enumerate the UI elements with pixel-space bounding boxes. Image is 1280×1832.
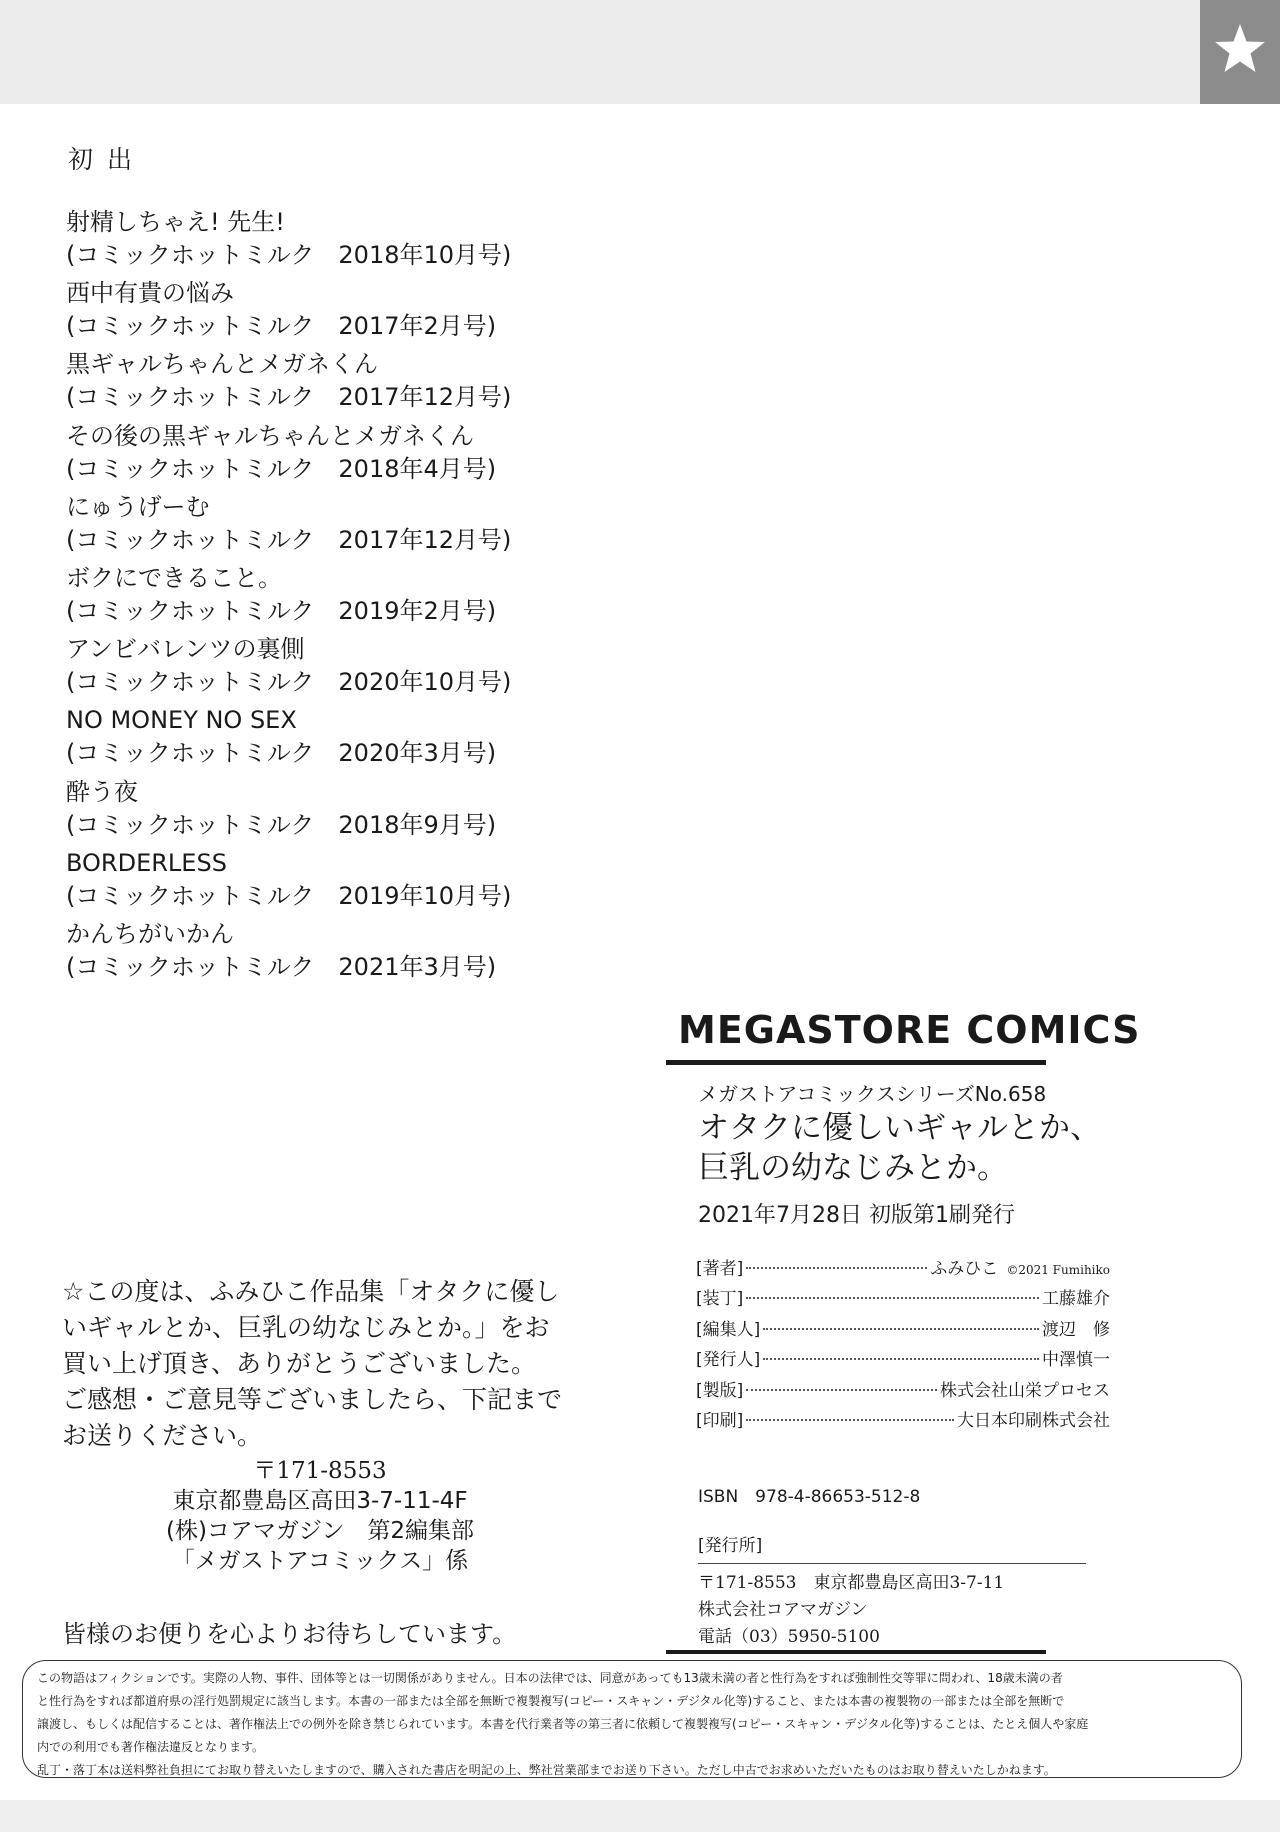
credit-title: 黒ギャルちゃんとメガネくん [66,350,378,379]
publisher-phone: 電話（03）5950-5100 [698,1627,880,1647]
credit-title: アンビバレンツの裏側 [66,635,305,664]
book-title-line: 巨乳の幼なじみとか。 [698,1150,1008,1186]
credit-title: かんちがいかん [66,919,234,948]
first-appearance-heading: 初出 [68,145,147,174]
credit-item [66,847,686,918]
credit-source: (コミックホットミルク 2018年4月号) [66,454,497,483]
credit-title: NO MONEY NO SEX [66,706,297,735]
credit-title: BORDERLESS [66,848,227,877]
credit-item [66,277,686,348]
credit-item [66,776,686,847]
colophon-bottom-rule [666,1650,1046,1654]
message-line: いギャルとか、巨乳の幼なじみとか。」をお [62,1313,550,1342]
credit-source: (コミックホットミルク 2018年10月号) [66,241,512,269]
staff-credits [696,1254,1110,1436]
message-line: 買い上げ頂き、ありがとうございました。 [62,1349,537,1378]
staff-label: [著者] [696,1259,744,1279]
mailing-address [130,1456,510,1576]
credit-item [66,704,686,775]
staff-label: [発行人] [696,1350,761,1371]
credit-item [66,633,686,704]
publisher-address: 〒171-8553 東京都豊島区高田3-7-11 [698,1573,1005,1593]
staff-label: [編集人] [696,1319,761,1340]
address-line: 〒171-8553 [253,1458,387,1484]
message-line: ご感想・ご意見等ございましたら、下記まで [62,1385,563,1414]
address-line: 東京都豊島区高田3-7-11-4F [172,1488,468,1514]
disclaimer-line: 乱丁・落丁本は送料弊社負担にてお取り替えいたしますので、購入された書店を明記の上、弊社営業部までお送り下さい。ただし中古でお求めいただいたものはお取り替えいたしかねます。 [37,1763,1056,1777]
staff-name: ふみひこ [930,1259,999,1279]
staff-label: [製版] [696,1380,744,1401]
staff-name: 大日本印刷株式会社 [957,1410,1110,1431]
dot-leader [746,1267,927,1269]
staff-row [696,1254,1110,1284]
release-date: 2021年7月28日 初版第1刷発行 [698,1203,1015,1228]
credit-source: (コミックホットミルク 2019年2月号) [66,596,497,625]
staff-name: 工藤雄介 [1042,1289,1110,1310]
credit-item [66,420,686,491]
staff-name: 渡辺 修 [1042,1319,1110,1340]
star-icon [1213,22,1267,76]
book-title-line: オタクに優しいギャルとか、 [698,1110,1101,1146]
credit-item [66,918,686,989]
credit-title: 射精しちゃえ! 先生! [66,208,285,236]
dot-leader [763,1328,1039,1330]
dot-leader [763,1358,1039,1360]
staff-label: [装丁] [696,1289,744,1310]
address-line: 「メガストアコミックス」係 [171,1548,469,1574]
series-number: メガストアコミックスシリーズNo.658 [698,1082,1047,1106]
dot-leader [746,1389,937,1391]
credits-list [66,206,686,989]
credit-title: ボクにできること。 [66,563,282,592]
credit-title: にゅうげーむ [66,492,210,521]
credit-item [66,491,686,562]
message-line: お送りください。 [62,1421,263,1450]
header-band [0,0,1280,104]
copyright-note: ©2021 Fumihiko [1006,1263,1110,1277]
publisher-label: [発行所] [698,1536,763,1556]
publisher-rule [698,1563,1086,1564]
brand-logo: MEGASTORE COMICS [678,1008,1141,1052]
credit-title: 西中有貴の悩み [66,279,234,308]
credit-source: (コミックホットミルク 2017年12月号) [66,383,512,412]
credit-source: (コミックホットミルク 2019年10月号) [66,881,512,910]
staff-label: [印刷] [696,1410,744,1431]
legal-disclaimer [22,1660,1242,1778]
disclaimer-line: 内での利用でも著作権法違反となります。 [37,1740,265,1754]
staff-name: 株式会社山栄プロセス [940,1380,1110,1401]
book-title [698,1108,1101,1188]
staff-name: 中澤慎一 [1042,1350,1110,1371]
credit-title: その後の黒ギャルちゃんとメガネくん [66,421,474,450]
staff-row [696,1406,1110,1436]
credit-source: (コミックホットミルク 2018年9月号) [66,810,497,839]
credit-item [66,562,686,633]
credit-source: (コミックホットミルク 2020年3月号) [66,739,497,768]
credit-item [66,206,686,277]
disclaimer-line: 譲渡し、もしくは配信することは、著作権法上での例外を除き禁じられています。本書を代行業者等の第三者に依頼して複製複写(コピー・スキャン・デジタル化等)することは、たとえ個人や家庭 [37,1717,1089,1731]
disclaimer-line: この物語はフィクションです。実際の人物、事件、団体等とは一切関係がありません。日本の法律では、同意があっても13歳未満の者と性行為をすれば強制性交等罪に問われ、18歳未満の者 [37,1671,1063,1685]
brand-rule [666,1060,1046,1065]
isbn: ISBN 978-4-86653-512-8 [698,1487,921,1507]
credit-title: 酔う夜 [66,777,138,806]
staff-row [696,1284,1110,1314]
publisher-block [698,1532,1086,1651]
credit-source: (コミックホットミルク 2021年3月号) [66,952,497,981]
staff-row [696,1376,1110,1406]
staff-row [696,1315,1110,1345]
staff-row [696,1345,1110,1375]
star-tab [1200,0,1280,104]
thanks-message [62,1274,562,1454]
message-line: ☆この度は、ふみひこ作品集「オタクに優し [62,1277,560,1306]
disclaimer-line: と性行為をすれば都道府県の淫行処罰規定に該当します。本書の一部または全部を無断で複製複写(コピー・スキャン・デジタル化等)すること、または本書の複製物の一部または全部を無断で [37,1694,1065,1708]
credit-item [66,348,686,419]
credit-source: (コミックホットミルク 2017年2月号) [66,312,497,341]
address-line: (株)コアマガジン 第2編集部 [165,1518,474,1544]
footer-band [0,1800,1280,1832]
closing-line: 皆様のお便りを心よりお待ちしています。 [62,1620,517,1648]
publisher-name: 株式会社コアマガジン [698,1600,868,1620]
credit-source: (コミックホットミルク 2020年10月号) [66,668,512,697]
dot-leader [746,1419,954,1421]
credit-source: (コミックホットミルク 2017年12月号) [66,525,512,554]
dot-leader [746,1297,1039,1299]
